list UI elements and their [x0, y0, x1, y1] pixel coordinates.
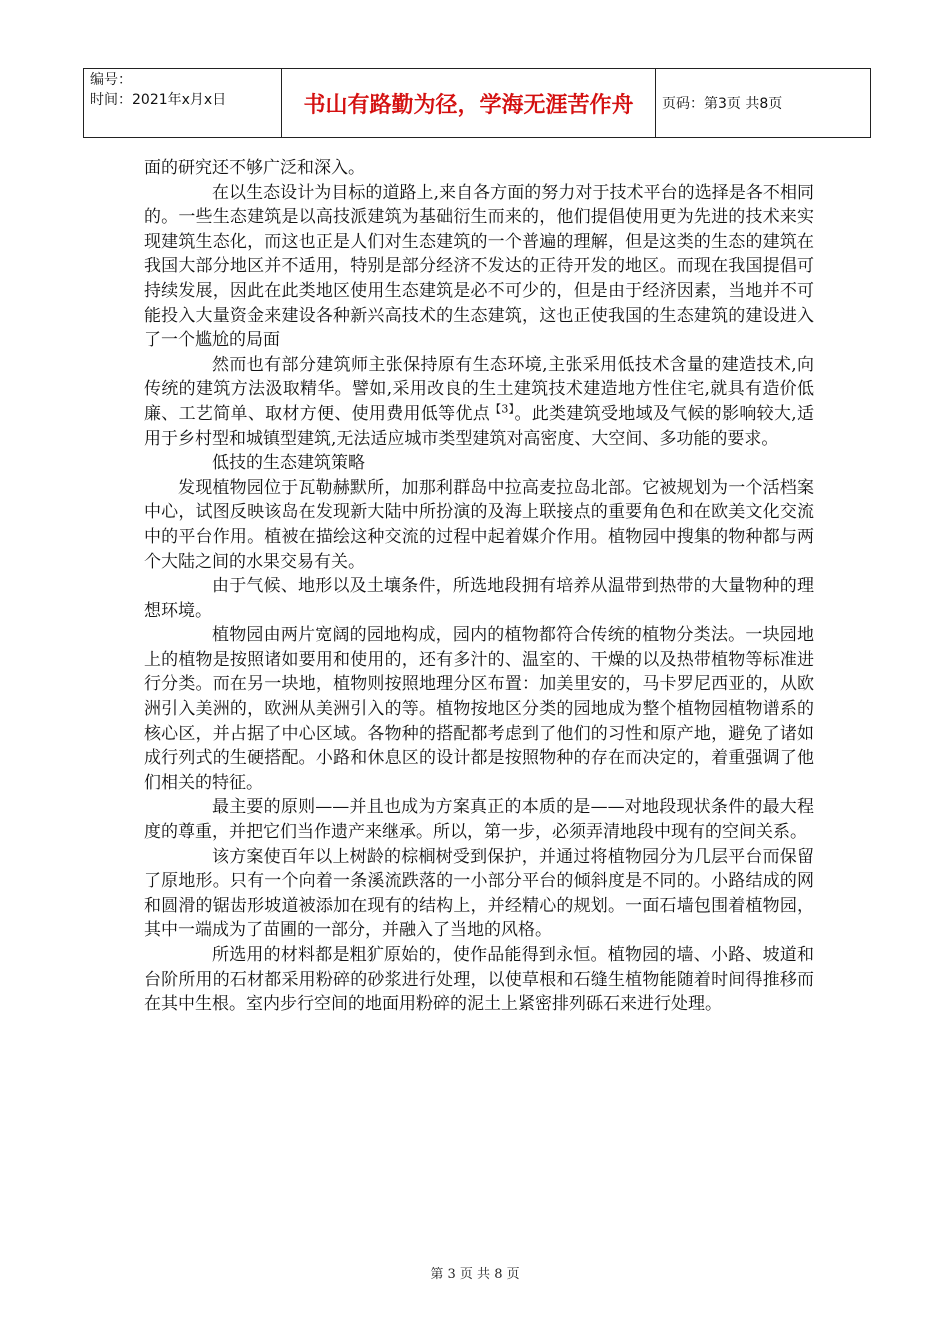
paragraph-2: 在以生态设计为目标的道路上,来自各方面的努力对于技术平台的选择是各不相同的。一些生态建筑是以高技派建筑为基础衍生而来的，他们提倡使用更为先进的技术来实现建筑生态化，而这也正是人们对生态建筑的一个普遍的理解，但是这类的生态的建筑在我国大部分地区并不适用，特别是部分经济不发达的正待开发的地区。而现在我国提倡可持续发展，因此在此类地区使用生态建筑是必不可少的，但是由于经济因素，当地并不可能投入大量资金来建设各种新兴高技术的生态建筑，这也正使我国的生态建筑的建设进入了一个尴尬的局面 [144, 182, 814, 351]
document-code-label: 编号： [90, 72, 132, 88]
paragraph-7: 最主要的原则——并且也成为方案真正的本质的是——对地段现状条件的最大程度的尊重，并把它们当作遗产来继承。所以，第一步，必须弄清地段中现有的空间关系。 [144, 797, 814, 843]
citation-ref: 【3】 [490, 402, 515, 416]
paragraph-1: 面的研究还不够广泛和深入。 [144, 158, 365, 178]
header-motto: 书山有路勤为径，学海无涯苦作舟 [282, 69, 656, 138]
header-meta-cell [84, 69, 282, 138]
header-table [83, 68, 871, 138]
section-heading: 低技的生态建筑策略 [212, 453, 365, 474]
header-page-label: 页码：第3页 共8页 [656, 69, 871, 138]
paragraph-6: 植物园由两片宽阔的园地构成，园内的植物都符合传统的植物分类法。一块园地上的植物是按照诸如要用和使用的，还有多汁的、温室的、干燥的以及热带植物等标准进行分类。而在另一块地，植物则按照地理分区布置：加美里安的，马卡罗尼西亚的，从欧洲引入美洲的，欧洲从美洲引入的等。植物按地区分类的园地成为整个植物园植物谱系的核心区，并占据了中心区域。各物种的搭配都考虑到了他们的习性和原产地，避免了诸如成行列式的生硬搭配。小路和休息区的设计都是按照物种的存在而决定的，着重强调了他们相关的特征。 [144, 625, 814, 793]
paragraph-3-text: 然而也有部分建筑师主张保持原有生态环境,主张采用低技术含量的建造技术,向传统的建筑方法汲取精华。譬如,采用改良的生土建筑技术建造地方性住宅,就具有造价低廉、工艺简单、取材方便、使用费用低等优点 [144, 354, 814, 424]
paragraph-4: 发现植物园位于瓦勒赫默所，加那利群岛中拉高麦拉岛北部。它被规划为一个活档案中心，试图反映该岛在发现新大陆中所扮演的及海上联接点的重要角色和在欧美文化交流中的平台作用。植被在描绘这种交流的过程中起着媒介作用。植物园中搜集的物种都与两个大陆之间的水果交易有关。 [144, 477, 814, 572]
document-date-label: 时间：2021年x月x日 [90, 92, 227, 108]
paragraph-3-tail: 。此类建筑受地域及气候的影响较大,适用于乡村型和城镇型建筑,无法适应城市类型建筑对高密度、大空间、多功能的要求。 [144, 403, 814, 449]
paragraph-9: 所选用的材料都是粗犷原始的，使作品能得到永恒。植物园的墙、小路、坡道和台阶所用的石材都采用粉碎的砂浆进行处理，以使草根和石缝生植物能随着时间得推移而在其中生根。室内步行空间的地面用粉碎的泥土上紧密排列砾石来进行处理。 [144, 945, 814, 1015]
page-footer: 第 3 页 共 8 页 [430, 1267, 520, 1282]
document-body [144, 156, 814, 1017]
paragraph-3 [144, 353, 814, 451]
paragraph-5: 由于气候、地形以及土壤条件，所选地段拥有培养从温带到热带的大量物种的理想环境。 [144, 576, 814, 621]
paragraph-8: 该方案使百年以上树龄的棕榈树受到保护，并通过将植物园分为几层平台而保留了原地形。只有一个向着一条溪流跌落的一小部分平台的倾斜度是不同的。小路结成的网和圆滑的锯齿形坡道被添加在现有的结构上，并经精心的规划。一面石墙包围着植物园，其中一端成为了苗圃的一部分，并融入了当地的风格。 [144, 846, 814, 941]
